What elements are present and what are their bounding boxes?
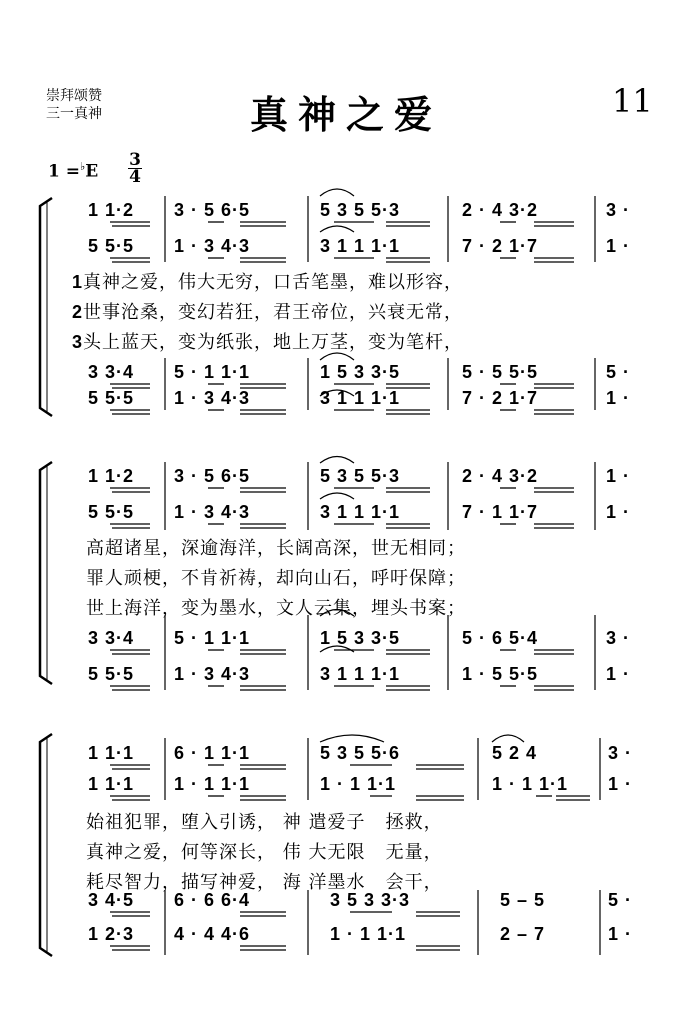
lyric: 爱，伟大无 [140, 272, 236, 293]
bass-m4: 1 · [606, 388, 631, 408]
lyric: 梗，不肯祈 [143, 568, 238, 589]
lyric: 真神之 [86, 842, 143, 863]
bass-m1: 1 · 3 4·3 [174, 664, 251, 684]
tenor-m2: 1 5 3 3·5 [320, 628, 401, 648]
verse-number: 2 [72, 302, 84, 322]
tenor-m3: 5 – 5 [500, 890, 546, 910]
lyric: 常， [425, 302, 464, 323]
lyric: 水 会 [346, 872, 405, 893]
tenor-m3: 5 · 5 5·5 [462, 362, 539, 382]
lyric: 茎，变为笔 [330, 332, 426, 353]
alto-m0: 1 1·1 [88, 774, 135, 794]
alto-m0: 5 5·5 [88, 236, 135, 256]
bass-m1: 4 · 4 4·6 [174, 924, 251, 944]
alto-m4: 1 · [606, 502, 631, 522]
tenor-m4: 5 · [608, 890, 633, 910]
lyric: 世上海 [86, 598, 143, 619]
tenor-m1: 6 · 6 6·4 [174, 890, 251, 910]
lyric: 干， [404, 872, 443, 893]
bass-m3: 1 · 5 5·5 [462, 664, 539, 684]
lyric: 水，文人云 [238, 598, 333, 619]
flat-sign: ♭ [80, 160, 86, 173]
alto-m1: 1 · 1 1·1 [174, 774, 251, 794]
soprano-m4: 3 · [606, 200, 631, 220]
verse-3-line [72, 328, 463, 354]
hymn-subcategory: 三一真神 [46, 106, 102, 122]
soprano-m0: 1 1·2 [88, 466, 135, 486]
hymn-category: 崇拜颂赞 [46, 88, 102, 104]
soprano-m1: 6 · 1 1·1 [174, 743, 251, 763]
alto-m3: 7 · 1 1·7 [462, 502, 539, 522]
lyric: 同； [428, 538, 466, 559]
soprano-m3: 2 · 4 3·2 [462, 200, 539, 220]
page-number: 11 [612, 82, 653, 120]
lyric: 罪，堕入引 [143, 812, 238, 833]
soprano-m0: 1 1·1 [88, 743, 135, 763]
lyric: 位，兴衰无 [330, 302, 426, 323]
tenor-m2: 3 5 3 3·3 [330, 890, 411, 910]
lyric: 祷，却向山 [238, 568, 333, 589]
soprano-m1: 3 · 5 6·5 [174, 200, 251, 220]
bass-m2: 3 1 1 1·1 [320, 664, 401, 684]
lyric: 救， [404, 812, 443, 833]
lyric: 真神之 [83, 272, 141, 293]
bass-m4: 1 · [608, 924, 633, 944]
lyric: 石，呼吁保 [333, 568, 428, 589]
lyric: 容， [425, 272, 464, 293]
tenor-m1: 5 · 1 1·1 [174, 628, 251, 648]
verse-2-line [86, 838, 443, 864]
bass-m3: 7 · 2 1·7 [462, 388, 539, 408]
alto-m4: 1 · [606, 236, 631, 256]
lyric: 穷，口舌笔 [235, 272, 331, 293]
lyric: 长， 伟 大无 [238, 842, 347, 863]
soprano-m2: 5 3 5 5·3 [320, 200, 401, 220]
lyric: 张，地上万 [235, 332, 331, 353]
lyric: 力，描写神 [143, 872, 238, 893]
meter-top: 3 [129, 150, 141, 170]
alto-m4: 1 · [608, 774, 633, 794]
key-prefix: 1 = [48, 161, 80, 182]
alto-m0: 5 5·5 [88, 502, 135, 522]
verse-1-line [72, 268, 463, 294]
system-bracket [40, 734, 52, 956]
bass-m2: 3 1 1 1·1 [320, 388, 401, 408]
tenor-m2: 1 5 3 3·5 [320, 362, 401, 382]
lyric: 洋，变为墨 [143, 598, 238, 619]
bass-m3: 2 – 7 [500, 924, 546, 944]
soprano-m2: 5 3 5 5·6 [320, 743, 401, 763]
verse-2-line [86, 564, 466, 590]
lyric: 洋，长阔高 [238, 538, 333, 559]
alto-m1: 1 · 3 4·3 [174, 236, 251, 256]
lyric: 桑，变幻若 [140, 302, 236, 323]
bass-m0: 5 5·5 [88, 664, 135, 684]
system-bracket [40, 198, 52, 416]
lyric: 天，变为纸 [140, 332, 236, 353]
bass-m0: 1 2·3 [88, 924, 135, 944]
bass-m2: 1 · 1 1·1 [330, 924, 407, 944]
alto-m1: 1 · 3 4·3 [174, 502, 251, 522]
lyric: 墨，难以形 [330, 272, 426, 293]
verse-number: 1 [72, 272, 84, 292]
alto-m2: 1 · 1 1·1 [320, 774, 397, 794]
soprano-m3: 2 · 4 3·2 [462, 466, 539, 486]
tenor-m4: 5 · [606, 362, 631, 382]
alto-m2: 3 1 1 1·1 [320, 502, 401, 522]
tenor-m3: 5 · 6 5·4 [462, 628, 539, 648]
lyric: 星，深逾海 [143, 538, 238, 559]
lyric: 深，世无相 [333, 538, 428, 559]
bass-m1: 1 · 3 4·3 [174, 388, 251, 408]
soprano-m3: 5 2 4 [492, 743, 538, 763]
soprano-m1: 3 · 5 6·5 [174, 466, 251, 486]
bass-m0: 5 5·5 [88, 388, 135, 408]
tenor-m0: 3 3·4 [88, 362, 135, 382]
lyric: 集，埋头书 [333, 598, 428, 619]
lyric: 子 拯 [346, 812, 405, 833]
alto-m3: 1 · 1 1·1 [492, 774, 569, 794]
verse-1-line [86, 534, 466, 560]
system-bracket [40, 462, 52, 684]
soprano-m0: 1 1·2 [88, 200, 135, 220]
key-letter: E [85, 161, 99, 182]
lyric: 狂，君王帝 [235, 302, 331, 323]
tenor-m1: 5 · 1 1·1 [174, 362, 251, 382]
meter-bottom: 4 [129, 167, 141, 187]
tenor-m0: 3 4·5 [88, 890, 135, 910]
verse-1-line [86, 808, 443, 834]
lyric: 耗尽智 [86, 872, 143, 893]
alto-m2: 3 1 1 1·1 [320, 236, 401, 256]
lyric: 爱， 海 洋墨 [238, 872, 347, 893]
alto-m3: 7 · 2 1·7 [462, 236, 539, 256]
lyric: 高超诸 [86, 538, 143, 559]
page-title: 真神之爱 [250, 92, 443, 137]
lyric: 世事沧 [83, 302, 141, 323]
verse-3-line [86, 594, 466, 620]
verse-2-line [72, 298, 463, 324]
tenor-m0: 3 3·4 [88, 628, 135, 648]
lyric: 始祖犯 [86, 812, 143, 833]
lyric: 量， [404, 842, 443, 863]
lyric: 案； [428, 598, 466, 619]
soprano-m4: 1 · [606, 466, 631, 486]
tenor-m4: 3 · [606, 628, 631, 648]
lyric: 头上蓝 [83, 332, 141, 353]
lyric: 诱， 神 遣爱 [238, 812, 347, 833]
lyric: 爱，何等深 [143, 842, 238, 863]
soprano-m2: 5 3 5 5·3 [320, 466, 401, 486]
bass-m4: 1 · [606, 664, 631, 684]
lyric: 罪人顽 [86, 568, 143, 589]
soprano-m4: 3 · [608, 743, 633, 763]
verse-number: 3 [72, 332, 84, 352]
lyric: 障； [428, 568, 466, 589]
lyric: 杆， [425, 332, 464, 353]
lyric: 限 无 [346, 842, 405, 863]
